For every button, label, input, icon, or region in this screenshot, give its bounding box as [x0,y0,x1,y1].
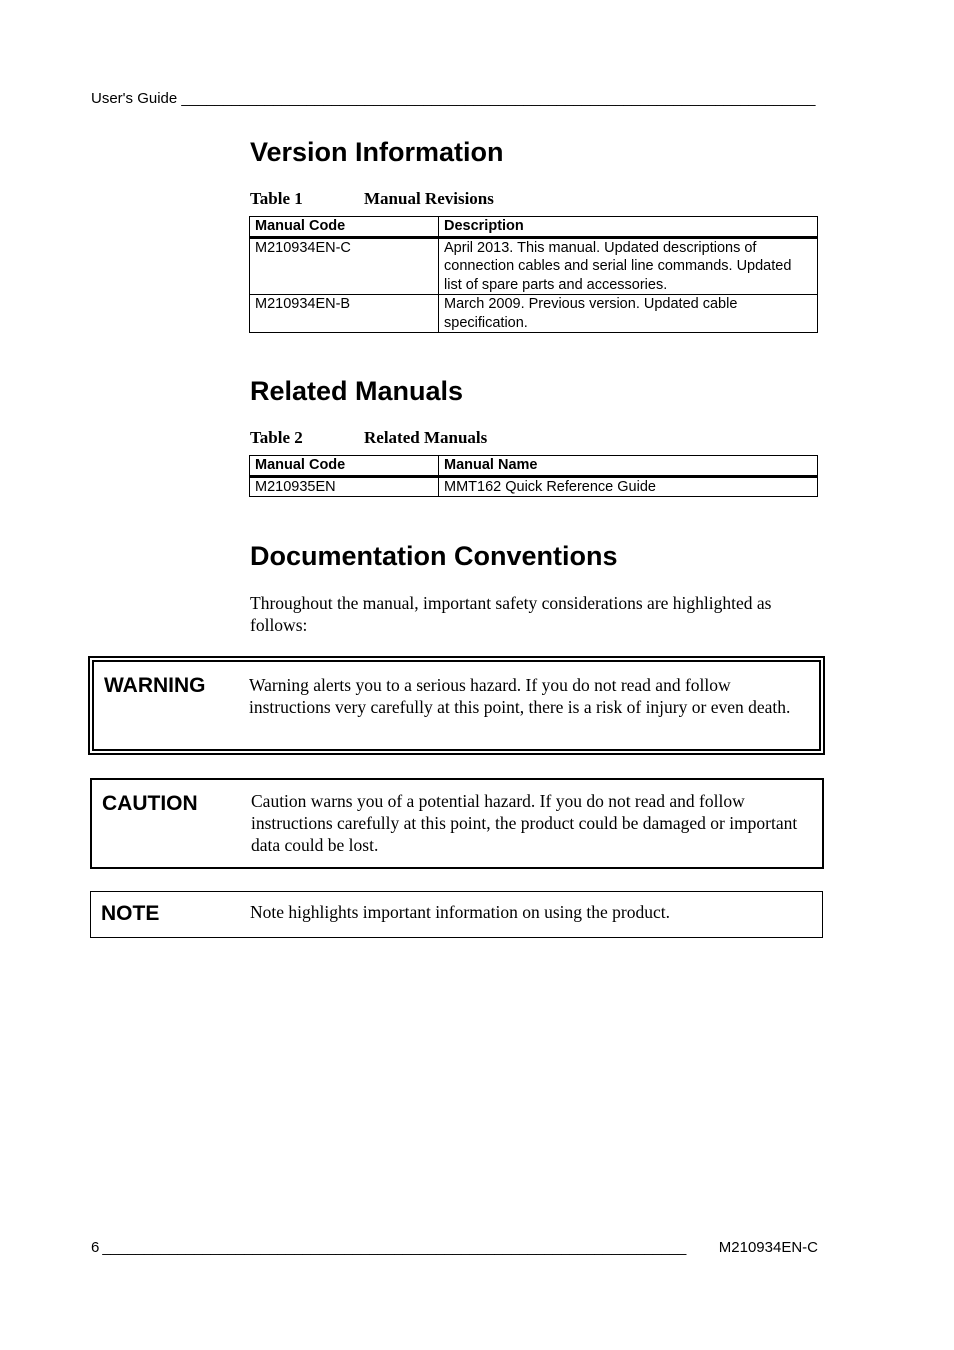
table-1-number: Table 1 [250,189,303,208]
warning-text: Warning alerts you to a serious hazard. If you do not read and follow instructions very carefully at this point, there is a risk of injury or even death. [249,675,791,717]
table-row [250,237,818,295]
note-label: NOTE [101,902,160,925]
manual-name-cell: MMT162 Quick Reference Guide [439,476,818,497]
table-1-title: Manual Revisions [364,189,494,208]
description-cell: March 2009. Previous version. Updated cable specification. [439,295,818,333]
note-box [90,891,823,938]
warning-label: WARNING [104,674,206,697]
manual-revisions-table [249,216,818,333]
version-information-heading: Version Information [250,137,504,167]
column-header-manual-code: Manual Code [250,217,439,238]
column-header-manual-name: Manual Name [439,456,818,477]
related-manuals-table [249,455,818,497]
running-header: User's Guide ____________________________________________________________________________ [91,90,816,107]
table-row [250,476,818,497]
caution-box [90,778,824,869]
table-row [250,295,818,333]
documentation-conventions-heading: Documentation Conventions [250,541,618,571]
note-text: Note highlights important information on using the product. [250,902,670,922]
document-code: M210934EN-C [718,1239,818,1256]
column-header-manual-code: Manual Code [250,456,439,477]
caution-text: Caution warns you of a potential hazard. If you do not read and follow instructions carefully at this point, the product could be damaged or important data could be lost. [251,791,798,855]
warning-box [88,656,825,755]
table-2-number: Table 2 [250,428,303,447]
footer-rule: ______________________________________________________________________ [102,1239,687,1256]
manual-code-cell: M210934EN-B [250,295,439,333]
manual-code-cell: M210934EN-C [250,237,439,295]
conventions-intro: Throughout the manual, important safety considerations are highlighted as follows: [250,593,772,635]
table-header-row [250,217,818,238]
running-footer [91,1239,818,1256]
related-manuals-heading: Related Manuals [250,376,464,406]
table-2-title: Related Manuals [364,428,488,447]
page-number: 6 [91,1239,100,1256]
column-header-description: Description [439,217,818,238]
table-1-caption [250,189,494,209]
description-cell: April 2013. This manual. Updated descriptions of connection cables and serial line commands. Updated list of spare parts and accessories. [439,237,818,295]
table-header-row [250,456,818,477]
table-2-caption [250,428,487,448]
caution-label: CAUTION [102,792,198,815]
manual-code-cell: M210935EN [250,476,439,497]
